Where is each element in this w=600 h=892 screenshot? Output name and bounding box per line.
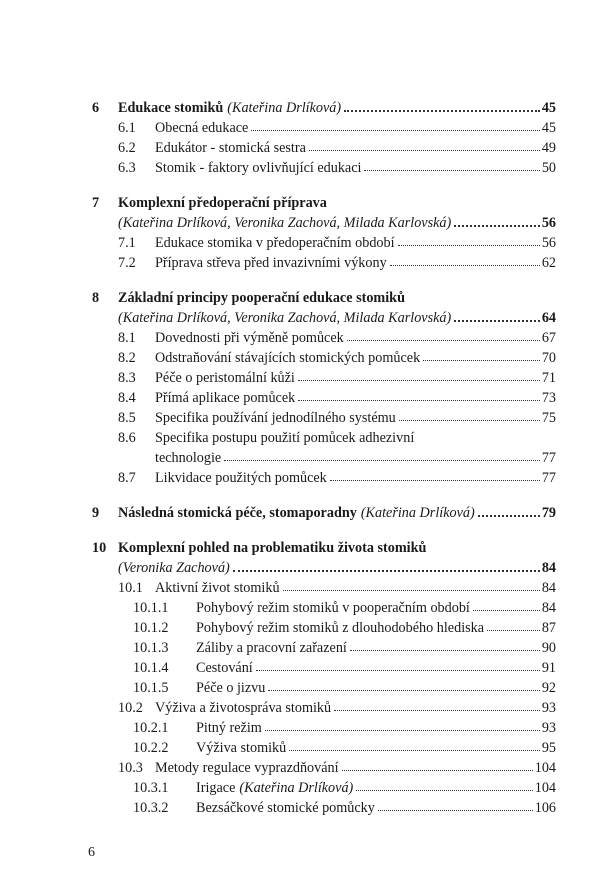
toc-entry-page: 92 xyxy=(541,680,556,696)
toc-entry-authors: (Veronika Zachová) xyxy=(118,560,230,576)
toc-entry-number: 8 xyxy=(92,290,100,306)
toc-entry-title: Metody regulace vyprazdňování xyxy=(155,760,339,776)
toc-entry xyxy=(0,639,600,659)
dot-leader xyxy=(289,739,540,751)
toc-entry-title: technologie xyxy=(155,450,222,466)
toc-entry-page: 91 xyxy=(541,660,556,676)
toc-entry xyxy=(0,539,600,559)
toc-entry-page: 56 xyxy=(541,215,556,231)
toc-entry-number: 10 xyxy=(92,540,107,556)
dot-leader xyxy=(399,409,540,421)
toc-entry-title: Následná stomická péče, stomaporadny xyxy=(118,505,357,521)
toc-entry xyxy=(0,329,600,349)
toc-entry-title: Pohybový režim stomiků v pooperačním období xyxy=(196,600,470,616)
toc-entry-number: 8.4 xyxy=(118,390,136,406)
toc-entry-page: 56 xyxy=(541,235,556,251)
toc-entry-page: 71 xyxy=(541,370,556,386)
dot-leader xyxy=(251,119,539,131)
toc-entry xyxy=(0,369,600,389)
toc-entry-page: 49 xyxy=(541,140,556,156)
toc-entry-title: Pitný režim xyxy=(196,720,262,736)
toc-entry-title: Edukace stomika v předoperačním období xyxy=(155,235,395,251)
dot-leader xyxy=(268,679,539,691)
toc-entry-title: Pohybový režim stomiků z dlouhodobého hlediska xyxy=(196,620,485,636)
dot-leader xyxy=(330,469,540,481)
dot-leader xyxy=(454,309,540,322)
dot-leader xyxy=(478,504,540,517)
toc-entry xyxy=(0,504,600,524)
toc-entry-number: 10.1.4 xyxy=(133,660,169,676)
toc-entry xyxy=(0,159,600,179)
toc-entry-number: 6.2 xyxy=(118,140,136,156)
toc-entry xyxy=(0,579,600,599)
dot-leader xyxy=(390,254,540,266)
toc-entry-page: 50 xyxy=(541,160,556,176)
toc-entry-number: 10.3 xyxy=(118,760,143,776)
toc-entry-number: 10.1.2 xyxy=(133,620,169,636)
toc-entry-page: 84 xyxy=(541,600,556,616)
toc-entry xyxy=(0,779,600,799)
toc-entry-number: 10.2.2 xyxy=(133,740,169,756)
dot-leader xyxy=(283,579,540,591)
dot-leader xyxy=(265,719,540,731)
toc-entry-number: 10.2 xyxy=(118,700,143,716)
toc-entry xyxy=(0,699,600,719)
dot-leader xyxy=(398,234,540,246)
toc-entry-number: 6 xyxy=(92,100,100,116)
toc-entry xyxy=(0,254,600,274)
dot-leader xyxy=(356,779,532,791)
dot-leader xyxy=(350,639,540,651)
toc-entry xyxy=(0,449,600,469)
toc-entry-number: 7 xyxy=(92,195,100,211)
toc-entry xyxy=(0,429,600,449)
dot-leader xyxy=(298,389,540,401)
toc-entry-number: 10.2.1 xyxy=(133,720,169,736)
toc-entry xyxy=(0,139,600,159)
toc-entry-title: Základní principy pooperační edukace stomiků xyxy=(118,290,405,306)
toc-entry xyxy=(0,799,600,819)
dot-leader xyxy=(347,329,540,341)
toc-entry-number: 10.3.2 xyxy=(133,800,169,816)
toc-entry-authors: (Kateřina Drlíková, Veronika Zachová, Milada Karlovská) xyxy=(118,215,452,231)
dot-leader xyxy=(423,349,540,361)
toc-entry-title: Edukace stomiků xyxy=(118,100,224,116)
toc-entry xyxy=(0,409,600,429)
toc-entry-title: Likvidace použitých pomůcek xyxy=(155,470,327,486)
dot-leader xyxy=(344,99,540,112)
toc-entry-page: 77 xyxy=(541,470,556,486)
page-number: 6 xyxy=(88,845,95,860)
dot-leader xyxy=(342,759,533,771)
toc-entry-page: 93 xyxy=(541,700,556,716)
toc-entry-page: 104 xyxy=(534,760,556,776)
toc-entry-title: Dovednosti při výměně pomůcek xyxy=(155,330,344,346)
toc-entry xyxy=(0,719,600,739)
toc-entry-page: 67 xyxy=(541,330,556,346)
toc-entry xyxy=(0,679,600,699)
toc-entry-page: 75 xyxy=(541,410,556,426)
toc-entry-title: Komplexní předoperační příprava xyxy=(118,195,327,211)
toc-entry-number: 10.1.3 xyxy=(133,640,169,656)
toc-entry-number: 10.1 xyxy=(118,580,143,596)
toc-entry-page: 77 xyxy=(541,450,556,466)
toc-entry-page: 45 xyxy=(541,100,556,116)
toc-entry-title: Příprava střeva před invazivními výkony xyxy=(155,255,387,271)
toc-entry xyxy=(0,559,600,579)
toc-entry xyxy=(0,194,600,214)
toc-entry-number: 7.2 xyxy=(118,255,136,271)
toc-entry-title: Péče o peristomální kůži xyxy=(155,370,295,386)
toc-entry-title: Aktivní život stomiků xyxy=(155,580,280,596)
toc-entry-page: 70 xyxy=(541,350,556,366)
toc-entry-number: 8.7 xyxy=(118,470,136,486)
toc-entry xyxy=(0,739,600,759)
toc-entry-page: 45 xyxy=(541,120,556,136)
toc-entry xyxy=(0,759,600,779)
toc-entry-number: 10.1.5 xyxy=(133,680,169,696)
toc-entry-authors: (Kateřina Drlíková, Veronika Zachová, Milada Karlovská) xyxy=(118,310,452,326)
toc-entry-title: Péče o jizvu xyxy=(196,680,266,696)
toc-entry-page: 84 xyxy=(541,580,556,596)
toc-entry-page: 64 xyxy=(541,310,556,326)
toc-entry-title: Záliby a pracovní zařazení xyxy=(196,640,347,656)
toc-entry xyxy=(0,389,600,409)
toc-entry xyxy=(0,309,600,329)
toc-entry-page: 93 xyxy=(541,720,556,736)
toc-entry-authors: (Kateřina Drlíková) xyxy=(360,505,475,521)
toc-entry xyxy=(0,119,600,139)
toc-entry-title: Přímá aplikace pomůcek xyxy=(155,390,296,406)
dot-leader xyxy=(378,799,533,811)
toc-entry-page: 87 xyxy=(541,620,556,636)
toc-entry-title: Stomik - faktory ovlivňující edukaci xyxy=(155,160,362,176)
dot-leader xyxy=(233,559,540,572)
toc-entry-page: 106 xyxy=(534,800,556,816)
toc-entry xyxy=(0,619,600,639)
toc-entry xyxy=(0,99,600,119)
toc-entry-number: 8.6 xyxy=(118,430,136,446)
toc-entry-page: 90 xyxy=(541,640,556,656)
toc-entry-authors: (Kateřina Drlíková) xyxy=(239,780,354,796)
toc-entry xyxy=(0,469,600,489)
toc-entry-page: 104 xyxy=(534,780,556,796)
toc-entry xyxy=(0,214,600,234)
toc-entry-number: 8.1 xyxy=(118,330,136,346)
toc-entry-title: Specifika používání jednodílného systému xyxy=(155,410,396,426)
toc-entry-page: 62 xyxy=(541,255,556,271)
toc-entry-title: Odstraňování stávajících stomických pomůcek xyxy=(155,350,421,366)
toc-entry-authors: (Kateřina Drlíková) xyxy=(227,100,342,116)
dot-leader xyxy=(487,619,540,631)
toc-entry xyxy=(0,349,600,369)
dot-leader xyxy=(224,449,540,461)
toc-entry-number: 6.3 xyxy=(118,160,136,176)
toc-entry-title: Irigace xyxy=(196,780,236,796)
toc-entry-page: 95 xyxy=(541,740,556,756)
toc-entry-title: Bezsáčkové stomické pomůcky xyxy=(196,800,375,816)
toc-entry-number: 9 xyxy=(92,505,100,521)
toc-entry-number: 8.2 xyxy=(118,350,136,366)
toc-entry-title: Výživa a životospráva stomiků xyxy=(155,700,332,716)
dot-leader xyxy=(473,599,540,611)
toc-entry-title: Cestování xyxy=(196,660,253,676)
toc-entry-title: Obecná edukace xyxy=(155,120,249,136)
toc-entry xyxy=(0,234,600,254)
toc-entry-number: 7.1 xyxy=(118,235,136,251)
toc-entry-number: 6.1 xyxy=(118,120,136,136)
toc-entry-page: 79 xyxy=(541,505,556,521)
dot-leader xyxy=(298,369,540,381)
toc-entry-number: 10.3.1 xyxy=(133,780,169,796)
toc-entry xyxy=(0,289,600,309)
toc-entry-title: Edukátor - stomická sestra xyxy=(155,140,306,156)
toc-entry-title: Komplexní pohled na problematiku života stomiků xyxy=(118,540,427,556)
dot-leader xyxy=(454,214,540,227)
toc-entry-number: 10.1.1 xyxy=(133,600,169,616)
toc-entry-page: 84 xyxy=(541,560,556,576)
toc-entry-title: Výživa stomiků xyxy=(196,740,287,756)
toc-entry-number: 8.3 xyxy=(118,370,136,386)
dot-leader xyxy=(364,159,539,171)
dot-leader xyxy=(256,659,540,671)
toc-entry xyxy=(0,599,600,619)
toc-entry xyxy=(0,659,600,679)
dot-leader xyxy=(309,139,540,151)
toc-entry-page: 73 xyxy=(541,390,556,406)
toc-entry-number: 8.5 xyxy=(118,410,136,426)
dot-leader xyxy=(334,699,540,711)
toc-entry-title: Specifika postupu použití pomůcek adhezivní xyxy=(155,430,415,446)
